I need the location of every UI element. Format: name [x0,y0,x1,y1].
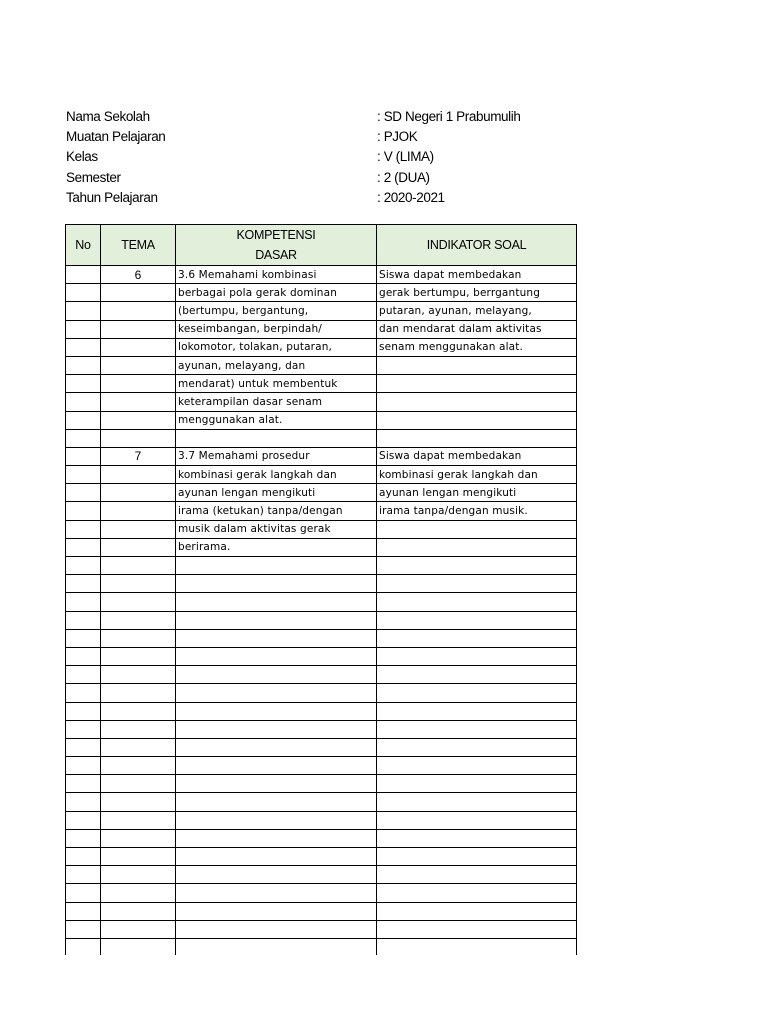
table-row [66,466,577,484]
cell-tema [101,738,176,756]
cell-kompetensi-dasar [176,557,377,575]
table-row [66,411,577,429]
cell-tema [101,702,176,720]
cell-no [66,393,101,411]
cell-indikator-soal [377,702,577,720]
cell-no [66,338,101,356]
cell-kompetensi-dasar: menggunakan alat. [176,411,377,429]
cell-kompetensi-dasar [176,920,377,938]
table-row [66,920,577,938]
cell-indikator-soal [377,848,577,866]
cell-tema [101,411,176,429]
cell-kompetensi-dasar [176,684,377,702]
cell-indikator-soal [377,938,577,955]
cell-indikator-soal [377,356,577,374]
cell-kompetensi-dasar [176,902,377,920]
cell-kompetensi-dasar: berirama. [176,538,377,556]
cell-tema [101,884,176,902]
cell-no [66,757,101,775]
table-row [66,538,577,556]
table-row [66,938,577,955]
table-row [66,284,577,302]
cell-kompetensi-dasar [176,793,377,811]
table-row [66,356,577,374]
cell-indikator-soal [377,520,577,538]
cell-kompetensi-dasar [176,720,377,738]
table-row [66,902,577,920]
cell-indikator-soal: senam menggunakan alat. [377,338,577,356]
cell-tema [101,393,176,411]
cell-no [66,775,101,793]
cell-no [66,884,101,902]
cell-no [66,902,101,920]
cell-no [66,593,101,611]
table-row [66,738,577,756]
table-row [66,320,577,338]
cell-tema: 6 [101,266,176,284]
cell-tema [101,811,176,829]
cell-tema [101,775,176,793]
header-indikator-soal: INDIKATOR SOAL [377,225,577,266]
table-row [66,447,577,465]
cell-no [66,647,101,665]
cell-kompetensi-dasar [176,575,377,593]
table-row [66,429,577,447]
cell-indikator-soal: Siswa dapat membedakan [377,447,577,465]
cell-kompetensi-dasar [176,811,377,829]
cell-indikator-soal [377,884,577,902]
cell-indikator-soal [377,920,577,938]
info-value: : PJOK [377,129,418,145]
cell-kompetensi-dasar [176,757,377,775]
cell-tema [101,757,176,775]
table-row [66,593,577,611]
table-row [66,848,577,866]
cell-indikator-soal [377,757,577,775]
table-row [66,611,577,629]
cell-no [66,557,101,575]
header-kompetensi-line2: DASAR [255,248,297,262]
cell-indikator-soal [377,666,577,684]
table-row [66,829,577,847]
cell-tema [101,466,176,484]
cell-kompetensi-dasar: irama (ketukan) tanpa/dengan [176,502,377,520]
cell-indikator-soal [377,375,577,393]
cell-no [66,447,101,465]
cell-no [66,684,101,702]
cell-tema [101,593,176,611]
cell-tema: 7 [101,447,176,465]
table-row [66,575,577,593]
table-row [66,884,577,902]
table-row [66,702,577,720]
cell-no [66,538,101,556]
cell-indikator-soal [377,775,577,793]
indicator-table [65,224,577,955]
header-tema: TEMA [101,225,176,266]
table-row [66,302,577,320]
cell-indikator-soal [377,393,577,411]
cell-indikator-soal [377,593,577,611]
cell-tema [101,866,176,884]
cell-tema [101,829,176,847]
table-row [66,338,577,356]
cell-kompetensi-dasar: ayunan, melayang, dan [176,356,377,374]
cell-indikator-soal [377,629,577,647]
table-row [66,375,577,393]
table-row [66,393,577,411]
cell-tema [101,484,176,502]
cell-no [66,811,101,829]
cell-tema [101,356,176,374]
cell-kompetensi-dasar [176,938,377,955]
cell-indikator-soal: dan mendarat dalam aktivitas [377,320,577,338]
cell-no [66,502,101,520]
cell-tema [101,557,176,575]
cell-tema [101,429,176,447]
cell-indikator-soal: ayunan lengan mengikuti [377,484,577,502]
table-header-row [66,225,577,266]
cell-kompetensi-dasar: musik dalam aktivitas gerak [176,520,377,538]
cell-tema [101,920,176,938]
cell-tema [101,938,176,955]
cell-no [66,520,101,538]
header-kompetensi-dasar [176,225,377,266]
cell-tema [101,375,176,393]
cell-no [66,284,101,302]
table-row [66,720,577,738]
info-value: : 2 (DUA) [377,169,430,185]
header-no: No [66,225,101,266]
cell-no [66,720,101,738]
cell-tema [101,320,176,338]
table-row [66,647,577,665]
cell-tema [101,647,176,665]
info-value: : SD Negeri 1 Prabumulih [377,109,521,124]
table-row [66,793,577,811]
cell-tema [101,302,176,320]
table-row [66,775,577,793]
info-label: Nama Sekolah [66,109,150,124]
cell-no [66,866,101,884]
cell-indikator-soal [377,647,577,665]
cell-tema [101,611,176,629]
cell-kompetensi-dasar: ayunan lengan mengikuti [176,484,377,502]
cell-no [66,920,101,938]
cell-tema [101,520,176,538]
cell-kompetensi-dasar: berbagai pola gerak dominan [176,284,377,302]
cell-no [66,429,101,447]
cell-no [66,629,101,647]
table-row [66,757,577,775]
cell-kompetensi-dasar [176,829,377,847]
cell-no [66,466,101,484]
cell-kompetensi-dasar [176,611,377,629]
cell-kompetensi-dasar [176,738,377,756]
cell-no [66,793,101,811]
cell-kompetensi-dasar [176,775,377,793]
table-row [66,484,577,502]
cell-indikator-soal [377,575,577,593]
cell-indikator-soal [377,829,577,847]
cell-kompetensi-dasar: 3.6 Memahami kombinasi [176,266,377,284]
cell-no [66,702,101,720]
cell-no [66,356,101,374]
table-row [66,866,577,884]
cell-indikator-soal [377,429,577,447]
table-row [66,520,577,538]
cell-no [66,666,101,684]
cell-kompetensi-dasar [176,848,377,866]
cell-indikator-soal [377,866,577,884]
cell-kompetensi-dasar [176,666,377,684]
cell-tema [101,502,176,520]
info-value: : 2020-2021 [377,189,445,205]
cell-indikator-soal: putaran, ayunan, melayang, [377,302,577,320]
cell-tema [101,720,176,738]
cell-tema [101,848,176,866]
cell-kompetensi-dasar [176,702,377,720]
cell-no [66,829,101,847]
cell-kompetensi-dasar [176,647,377,665]
cell-tema [101,338,176,356]
cell-indikator-soal [377,611,577,629]
cell-kompetensi-dasar [176,593,377,611]
cell-no [66,848,101,866]
cell-kompetensi-dasar [176,884,377,902]
info-label: Tahun Pelajaran [66,189,158,205]
cell-no [66,411,101,429]
cell-no [66,611,101,629]
cell-kompetensi-dasar [176,429,377,447]
cell-indikator-soal [377,793,577,811]
cell-indikator-soal [377,902,577,920]
cell-tema [101,793,176,811]
table-row [66,557,577,575]
cell-indikator-soal: gerak bertumpu, berrgantung [377,284,577,302]
cell-kompetensi-dasar: lokomotor, tolakan, putaran, [176,338,377,356]
info-label: Semester [66,169,121,185]
cell-indikator-soal: Siswa dapat membedakan [377,266,577,284]
cell-tema [101,902,176,920]
table-row [66,666,577,684]
info-label: Muatan Pelajaran [66,129,166,145]
cell-kompetensi-dasar: mendarat) untuk membentuk [176,375,377,393]
table-row [66,266,577,284]
cell-indikator-soal: irama tanpa/dengan musik. [377,502,577,520]
cell-no [66,266,101,284]
cell-indikator-soal [377,720,577,738]
cell-tema [101,666,176,684]
cell-kompetensi-dasar [176,866,377,884]
cell-indikator-soal [377,811,577,829]
cell-kompetensi-dasar [176,629,377,647]
cell-indikator-soal [377,538,577,556]
table-row [66,502,577,520]
cell-kompetensi-dasar: keseimbangan, berpindah/ [176,320,377,338]
cell-tema [101,575,176,593]
cell-tema [101,629,176,647]
info-value: : V (LIMA) [377,149,434,165]
cell-kompetensi-dasar: kombinasi gerak langkah dan [176,466,377,484]
table-row [66,629,577,647]
table-body [66,266,577,955]
cell-no [66,302,101,320]
cell-no [66,484,101,502]
cell-no [66,375,101,393]
cell-no [66,575,101,593]
info-label: Kelas [66,149,98,165]
cell-indikator-soal [377,557,577,575]
cell-tema [101,284,176,302]
cell-kompetensi-dasar: (bertumpu, bergantung, [176,302,377,320]
cell-indikator-soal [377,684,577,702]
cell-indikator-soal [377,411,577,429]
header-kompetensi-line1: KOMPETENSI [236,228,316,242]
table-row [66,811,577,829]
cell-no [66,738,101,756]
cell-no [66,320,101,338]
cell-tema [101,684,176,702]
cell-indikator-soal: kombinasi gerak langkah dan [377,466,577,484]
cell-indikator-soal [377,738,577,756]
table-row [66,684,577,702]
cell-kompetensi-dasar: keterampilan dasar senam [176,393,377,411]
cell-no [66,938,101,955]
cell-tema [101,538,176,556]
cell-kompetensi-dasar: 3.7 Memahami prosedur [176,447,377,465]
